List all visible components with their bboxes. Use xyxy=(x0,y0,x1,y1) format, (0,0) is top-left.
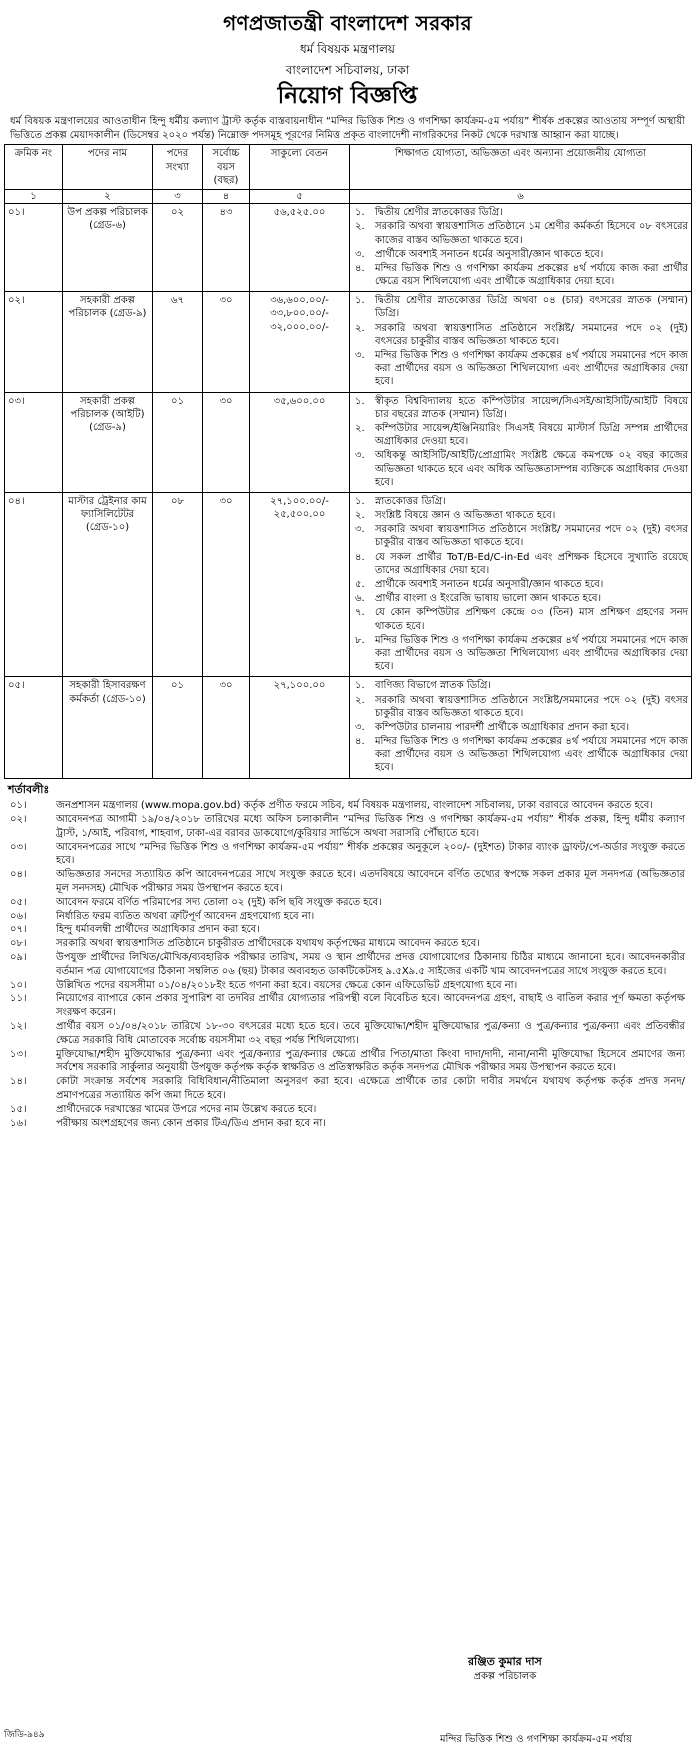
qualification-item xyxy=(353,634,688,674)
post-count-cell: ৬৭ xyxy=(153,292,203,392)
condition-text: জনপ্রশাসন মন্ত্রণালয় (www.mopa.gov.bd) কর্তৃক প্রণীত ফরমে সচিব, ধর্ম বিষয়ক মন্ত্রণালয়, বাংলাদেশ সচিবালয়, ঢাকা বরাবরে আবেদন করতে হবে। xyxy=(56,800,653,812)
qualification-item xyxy=(353,694,688,720)
ministry-name: ধর্ম বিষয়ক মন্ত্রণালয় xyxy=(300,42,395,57)
condition-number: ১৬। xyxy=(10,1117,27,1129)
qualification-number: ২. xyxy=(355,694,365,706)
condition-number: ০৪। xyxy=(10,869,27,881)
qualification-text: বাণিজ্য বিভাগে স্নাতক ডিগ্রি। xyxy=(375,680,491,692)
qualifications-cell xyxy=(350,292,692,392)
condition-text: পরীক্ষায় অংশগ্রহণের জন্য কোন প্রকার টিএ/ডিএ প্রদান করা হবে না। xyxy=(56,1117,326,1129)
qualification-item xyxy=(353,322,688,348)
qualification-number: ৬. xyxy=(355,593,365,605)
qualification-item xyxy=(353,578,688,591)
post-count-cell: ০৮ xyxy=(153,492,203,676)
condition-number: ০৬। xyxy=(10,910,27,922)
qualification-number: ১. xyxy=(355,207,365,219)
table-header-row xyxy=(5,145,692,190)
condition-number: ০১। xyxy=(10,800,27,812)
post-name-cell: উপ প্রকল্প পরিচালক (গ্রেড-৬) xyxy=(63,204,153,292)
column-number: ২ xyxy=(63,189,153,203)
header-serial: ক্রমিক নং xyxy=(5,145,63,190)
column-number: ৫ xyxy=(250,189,350,203)
qualification-text: যে কোন কম্পিউটার প্রশিক্ষণ কেন্দ্রে ০৩ (তিন) মাস প্রশিক্ষণ গ্রহণের সনদ থাকতে হবে। xyxy=(375,607,688,632)
qualifications-cell xyxy=(350,392,692,492)
qualification-text: প্রার্থীর বাংলা ও ইংরেজি ভাষায় ভালো জ্ঞান থাকতে হবে। xyxy=(375,593,602,605)
qualification-item xyxy=(353,509,688,522)
signature-block xyxy=(468,1655,542,1683)
qualification-item xyxy=(353,395,688,421)
column-number: ১ xyxy=(5,189,63,203)
notice-title: নিয়োগ বিজ্ঞপ্তি xyxy=(277,83,418,110)
notice-header xyxy=(4,0,691,111)
qualification-text: স্নাতকোত্তর ডিগ্রি। xyxy=(375,495,446,507)
salary-cell: ২৭,১০০.০০ xyxy=(250,677,350,778)
post-name-cell: মাস্টার ট্রেইনার কাম ফ্যাসিলিটেটর (গ্রেড-১০) xyxy=(63,492,153,676)
qualification-item xyxy=(353,220,688,246)
conditions-title: শর্তাবলীঃ xyxy=(8,782,50,796)
qualifications-list xyxy=(353,495,688,673)
qualification-number: ৪. xyxy=(355,551,365,563)
qualification-item xyxy=(353,449,688,489)
qualification-item xyxy=(353,679,688,692)
condition-text: নিয়োগের ব্যাপারে কোন প্রকার সুপারিশ বা তদবির প্রার্থীর যোগ্যতার পরিপন্থী বলে বিবেচিত হবে। আবেদনপত্র গ্রহণ, বাছাই ও বাতিল করার পূর্ণ ক্ষমতা কর্তৃপক্ষ সংরক্ষণ করেন। xyxy=(56,993,685,1019)
condition-number: ১১। xyxy=(10,993,27,1005)
government-title: গণপ্রজাতন্ত্রী বাংলাদেশ সরকার xyxy=(223,11,472,35)
qualification-text: অধিকন্তু আইসিটি/আইটি/প্রোগ্রামিং সংশ্লিষ্ট ক্ষেত্রে কমপক্ষে ০২ বছর কাজের অভিজ্ঞতা থাকতে হবে এবং অধিক অভিজ্ঞতাসম্পন্ন ব্যক্তিকে অগ্রাধিকার দেওয়া হবে। xyxy=(375,450,688,488)
serial-cell: ০৩। xyxy=(5,392,63,492)
qualification-item xyxy=(353,721,688,734)
qualification-text: মন্দির ভিত্তিক শিশু ও গণশিক্ষা কার্যক্রম প্রকল্পের ৪র্থ পর্যায়ে সমমানের পদে কাজ করা প্রার্থীদের বয়স ও অভিজ্ঞতা শিথিলযোগ্য এবং প্রার্থীকে অগ্রাধিকার দেয়া হবে। xyxy=(375,736,688,774)
salary-cell: ২৭,১০০.০০/- ২৫,৫০০.০০ xyxy=(250,492,350,676)
signatory-organization: মন্দির ভিত্তিক শিশু ও গণশিক্ষা কার্যক্রম-৫ম পর্যায় xyxy=(440,1734,633,1745)
condition-number: ০৫। xyxy=(10,896,27,908)
condition-number: ১৫। xyxy=(10,1103,27,1115)
column-number: ৩ xyxy=(153,189,203,203)
condition-number: ০৮। xyxy=(10,938,27,950)
qualifications-cell xyxy=(350,677,692,778)
qualification-item xyxy=(353,248,688,261)
condition-item xyxy=(4,841,691,869)
post-count-cell: ০২ xyxy=(153,204,203,292)
condition-number: ১০। xyxy=(10,979,27,991)
qualification-text: সরকারি অথবা স্বায়ত্তশাসিত প্রতিষ্ঠানে সংশ্লিষ্ট/ সমমানের পদে ০২ (দুই) বৎসরের চাকুরীর বাস্তব অভিজ্ঞতা থাকতে হবে। xyxy=(375,322,688,347)
condition-item xyxy=(4,951,691,979)
condition-item xyxy=(4,868,691,896)
post-name-cell: সহকারী প্রকল্প পরিচালক (আইটি) (গ্রেড-৯) xyxy=(63,392,153,492)
condition-text: আবেদন ফরমে বর্ণিত পরিমাপের সদ্য তোলা ০২ (দুই) কপি ছবি সংযুক্ত করতে হবে। xyxy=(56,896,382,908)
qualification-text: মন্দির ভিত্তিক শিশু ও গণশিক্ষা কার্যক্রম প্রকল্পের ৪র্থ পর্যায়ে সমমানের পদে কাজ করা প্রার্থীদের বয়স ও অভিজ্ঞতা শিথিলযোগ্য এবং প্রার্থীদের অগ্রাধিকার দেয়া হবে। xyxy=(375,350,688,388)
condition-text: প্রার্থীর বয়স ০১/০৪/২০১৮ তারিখে ১৮-৩০ বৎসরের মধ্যে হতে হবে। তবে মুক্তিযোদ্ধা/শহীদ মুক্তিযোদ্ধার পুত্র/কন্যা ও পুত্র/কন্যার পুত্র/কন্যা এবং প্রতিবন্ধীর ক্ষেত্রে সরকারি বিধি মোতাবেক সর্বোচ্চ বয়সসীমা ৩২ বছর পর্যন্ত শিথিলযোগ্য। xyxy=(56,1020,685,1046)
serial-cell: ০৫। xyxy=(5,677,63,778)
condition-text: উপযুক্ত প্রার্থীদের লিখিত/মৌখিক/ব্যবহারিক পরীক্ষার তারিখ, সময় ও স্থান প্রার্থীদের প্রদত্ত যোগাযোগের ঠিকানায় চিঠির মাধ্যমে জানানো হবে। আবেদনকারীর বর্তমান পত্র যোগাযোগের ঠিকানা সম্বলিত ০৬ (ছয়) টাকার অব্যবহৃত ডাকটিকেটসহ ৯.৫X৯.৫ সাইজের একটি খাম আবেদনপত্রের সাথে সংযুক্ত করতে হবে। xyxy=(56,951,685,977)
qualification-item xyxy=(353,523,688,549)
qualification-number: ৪. xyxy=(355,262,365,274)
qualification-number: ১. xyxy=(355,295,365,307)
qualification-number: ৫. xyxy=(355,579,365,591)
qualifications-cell xyxy=(350,492,692,676)
qualification-text: স্বীকৃত বিশ্ববিদ্যালয় হতে কম্পিউটার সায়েন্স/সিএসই/আইসিটি/আইটি বিষয়ে চার বছরের স্নাতক (সম্মান) ডিগ্রি। xyxy=(375,395,688,420)
qualification-text: প্রার্থীকে অবশ্যই সনাতন ধর্মের অনুসারী/জ্ঞান থাকতে হবে। xyxy=(375,248,604,260)
qualification-text: কম্পিউটার সায়েন্স/ইঞ্জিনিয়ারিং সিএসই বিষয়ে মাস্টার্স ডিগ্রি সম্পন্ন প্রার্থীদের অগ্রাধিকার দেওয়া হবে। xyxy=(375,422,688,448)
signatory-designation: প্রকল্প পরিচালক xyxy=(473,1670,537,1682)
column-number: ৪ xyxy=(203,189,250,203)
qualification-item xyxy=(353,422,688,448)
condition-text: মুক্তিযোদ্ধা/শহীদ মুক্তিযোদ্ধার পুত্র/কন্যা এবং পুত্র/কন্যার পুত্র/কন্যার ক্ষেত্রে প্রার্থীর পিতা/মাতা কিংবা দাদা/দাদী, নানা/নানী মুক্তিযোদ্ধা হিসেবে প্রমাণের জন্য সর্বশেষ সরকারি সার্কুলার অনুযায়ী উপযুক্ত কর্তৃপক্ষ কর্তৃক স্বাক্ষরিত ও প্রতিস্বাক্ষরিত কর্তৃক সনদপত্র মৌখিক পরীক্ষার সময় উপস্থাপন করতে হবে। xyxy=(56,1048,685,1074)
qualification-text: মন্দির ভিত্তিক শিশু ও গণশিক্ষা কার্যক্রম প্রকল্পের ৪র্থ পর্যায়ে কাজ করা প্রার্থীর ক্ষেত্রে বয়স শিথিলযোগ্য এবং প্রার্থীকে অগ্রাধিকার দেয়া হবে। xyxy=(375,262,688,288)
qualification-number: ১. xyxy=(355,680,365,692)
qualification-number: ২. xyxy=(355,322,365,334)
qualification-number: ৩. xyxy=(355,350,365,362)
condition-text: হিন্দু ধর্মাবলম্বী প্রার্থীদের অগ্রাধিকার প্রদান করা হবে। xyxy=(56,924,260,936)
qualification-text: কম্পিউটার চালনায় পারদর্শী প্রার্থীকে অগ্রাধিকার প্রদান করা হবে। xyxy=(375,721,630,733)
condition-number: ০৭। xyxy=(10,924,27,936)
condition-item xyxy=(4,813,691,841)
condition-item xyxy=(4,1048,691,1076)
max-age-cell: ৩০ xyxy=(203,392,250,492)
header-post-count: পদের সংখ্যা xyxy=(153,145,203,190)
ministry-address: বাংলাদেশ সচিবালয়, ঢাকা xyxy=(285,63,410,78)
condition-text: অভিজ্ঞতার সনদের সত্যায়িত কপি আবেদনপত্রের সাথে সংযুক্ত করতে হবে। এতদবিষয়ে আবেদনে বর্ণিত তথ্যের স্বপক্ষে সকল প্রকার মূল সনদপত্র (অভিজ্ঞতার মূল সনদসহ) মৌখিক পরীক্ষার সময় উপস্থাপন করতে হবে। xyxy=(56,869,685,894)
posts-table-body xyxy=(5,204,692,779)
condition-number: ০৯। xyxy=(10,951,27,963)
condition-number: ১৩। xyxy=(10,1048,27,1060)
qualification-item xyxy=(353,551,688,577)
post-name-cell: সহকারী প্রকল্প পরিচালক (গ্রেড-৯) xyxy=(63,292,153,392)
max-age-cell: ৩০ xyxy=(203,492,250,676)
qualification-text: সরকারি অথবা স্বায়ত্তশাসিত প্রতিষ্ঠানে সংশ্লিষ্ট/সমমানের পদে ০২ (দুই) বৎসর চাকুরীর বাস্তব অভিজ্ঞতা থাকতে হবে। xyxy=(375,694,688,719)
salary-cell: ৫৬,৫২৫.০০ xyxy=(250,204,350,292)
post-count-cell: ০১ xyxy=(153,677,203,778)
qualification-text: যে সকল প্রার্থীর ToT/B-Ed/C-in-Ed এবং প্রশিক্ষক হিসেবে সুখ্যাতি রয়েছে তাদের অগ্রাধিকার দেয়া হবে। xyxy=(375,551,688,576)
table-row xyxy=(5,677,692,778)
header-salary: সাকুল্যে বেতন xyxy=(250,145,350,190)
condition-number: ১৪। xyxy=(10,1076,27,1088)
qualification-number: ২. xyxy=(355,422,365,434)
condition-item xyxy=(4,910,691,924)
serial-cell: ০২। xyxy=(5,292,63,392)
condition-text: সরকারি অথবা স্বায়ত্তশাসিত প্রতিষ্ঠানে চাকুরীরত প্রার্থীদেরকে যথাযথ কর্তৃপক্ষের মাধ্যমে আবেদন করতে হবে। xyxy=(56,938,480,950)
table-row xyxy=(5,392,692,492)
qualification-item xyxy=(353,606,688,632)
qualification-item xyxy=(353,735,688,775)
header-qualifications: শিক্ষাগত যোগ্যতা, অভিজ্ঞতা এবং অন্যান্য প্রয়োজনীয় যোগ্যতা xyxy=(350,145,692,190)
qualification-text: দ্বিতীয় শ্রেণীর স্নাতকোত্তর ডিগ্রি অথবা ০৪ (চার) বৎসরের স্নাতক (সম্মান) ডিগ্রি। xyxy=(375,295,688,320)
qualification-item xyxy=(353,495,688,508)
qualification-number: ৩. xyxy=(355,524,365,536)
qualification-number: ১. xyxy=(355,395,365,407)
table-row xyxy=(5,204,692,292)
condition-item xyxy=(4,1020,691,1048)
qualifications-cell xyxy=(350,204,692,292)
condition-text: কোটা সংক্রান্ত সর্বশেষ সরকারি বিধিবিধান/নীতিমালা অনুসরণ করা হবে। এক্ষেত্রে প্রার্থীকে তার কোটা দাবীর সমর্থনে যথাযথ কর্তৃপক্ষ কর্তৃক প্রদত্ত সনদ/প্রমাণপত্রের সত্যায়িত কপি জমা দিতে হবে। xyxy=(56,1076,685,1101)
column-number: ৬ xyxy=(350,189,692,203)
qualifications-list xyxy=(353,679,688,774)
qualification-text: প্রার্থীকে অবশ্যই সনাতন ধর্মের অনুসারী/জ্ঞান থাকতে হবে। xyxy=(375,579,604,591)
intro-paragraph: ধর্ম বিষয়ক মন্ত্রণালয়ের আওতাধীন হিন্দু ধর্মীয় কল্যাণ ট্রাস্ট কর্তৃক বাস্তবায়নাধীন “মন্দির ভিত্তিক শিশু ও গণশিক্ষা কার্যক্রম-৫ম পর্যায়” শীর্ষক প্রকল্পের আওতায় সম্পূর্ণ অস্থায়ী ভিত্তিতে প্রকল্প মেয়াদকালীন (ডিসেম্বর ২০২০ পর্যন্ত) নিম্নোক্ত পদসমূহ পূরণের নিমিত্ত প্রকৃত বাংলাদেশী নাগরিকদের নিকট থেকে দরখাস্ত আহ্বান করা যাচ্ছে। xyxy=(10,116,685,141)
column-number-row xyxy=(5,189,692,203)
condition-item xyxy=(4,937,691,951)
notice-code: জিডি-৯৪৯ xyxy=(4,1730,45,1740)
condition-item xyxy=(4,1103,691,1117)
qualifications-list xyxy=(353,294,688,388)
qualification-item xyxy=(353,262,688,288)
qualification-text: মন্দির ভিত্তিক শিশু ও গণশিক্ষা কার্যক্রম প্রকল্পের ৪র্থ পর্যায়ে সমমানের পদে কাজ করা প্রার্থীদের বয়স ও অভিজ্ঞতা শিথিলযোগ্য এবং প্রার্থীদের অগ্রাধিকার দেয়া হবে। xyxy=(375,634,688,673)
condition-text: প্রার্থীদেরকে দরখাস্তের খামের উপরে পদের নাম উল্লেখ করতে হবে। xyxy=(56,1103,317,1115)
condition-text: আবেদনপত্রের সাথে “মন্দির ভিত্তিক শিশু ও গণশিক্ষা কার্যক্রম-৫ম পর্যায়” শীর্ষক প্রকল্পের অনুকূলে ২০০/- (দুইশত) টাকার ব্যাংক ড্রাফট/পে-অর্ডার সংযুক্ত করতে হবে। xyxy=(56,841,685,867)
condition-number: ০২। xyxy=(10,813,27,825)
qualification-item xyxy=(353,206,688,219)
posts-table xyxy=(4,144,692,778)
condition-item xyxy=(4,992,691,1020)
serial-cell: ০৪। xyxy=(5,492,63,676)
post-name-cell: সহকারী হিসাবরক্ষণ কর্মকর্তা (গ্রেড-১০) xyxy=(63,677,153,778)
post-count-cell: ০১ xyxy=(153,392,203,492)
qualification-number: ২. xyxy=(355,510,365,522)
header-max-age: সর্বোচ্চ বয়স (বছর) xyxy=(203,145,250,190)
qualification-text: সরকারি অথবা স্বায়ত্তশাসিত প্রতিষ্ঠানে সংশ্লিষ্ট/ সমমানের পদে ০২ (দুই) বৎসর চাকুরীর বাস্তব অভিজ্ঞতা থাকতে হবে। xyxy=(375,524,688,549)
qualifications-list xyxy=(353,395,688,489)
qualification-text: সংশ্লিষ্ট বিষয়ে জ্ঞান ও অভিজ্ঞতা থাকতে হবে। xyxy=(375,510,556,522)
qualification-number: ৩. xyxy=(355,450,365,462)
condition-text: উল্লিখিত পদের বয়সসীমা ০১/০৪/২০১৮ইং হতে গণনা করা হবে। বয়সের ক্ষেত্রে কোন এফিডেভিট গ্রহণযোগ্য হবে না। xyxy=(56,979,518,991)
qualification-text: দ্বিতীয় শ্রেণীর স্নাতকোত্তর ডিগ্রি। xyxy=(375,207,503,219)
conditions-list xyxy=(4,799,691,1130)
qualification-number: ২. xyxy=(355,221,365,233)
max-age-cell: ৩০ xyxy=(203,292,250,392)
qualification-item xyxy=(353,294,688,320)
qualification-number: ১. xyxy=(355,495,365,507)
condition-item xyxy=(4,799,691,813)
qualifications-list xyxy=(353,206,688,288)
max-age-cell: ৩০ xyxy=(203,677,250,778)
max-age-cell: ৪৩ xyxy=(203,204,250,292)
header-post-name: পদের নাম xyxy=(63,145,153,190)
condition-number: ১২। xyxy=(10,1020,27,1032)
serial-cell: ০১। xyxy=(5,204,63,292)
salary-cell: ৩৬,৬০০.০০/- ৩৩,৮০০.০০/- ৩২,০০০.০০/- xyxy=(250,292,350,392)
signatory-name: রঞ্জিত কুমার দাস xyxy=(468,1655,542,1668)
condition-item xyxy=(4,1117,691,1131)
qualification-text: সরকারি অথবা স্বায়ত্তশাসিত প্রতিষ্ঠানে ১ম শ্রেণীর কর্মকর্তা হিসেবে ০৮ বৎসরের কাজের বাস্তব অভিজ্ঞতা থাকতে হবে। xyxy=(375,221,688,246)
condition-number: ০৩। xyxy=(10,841,27,853)
condition-item xyxy=(4,979,691,993)
table-row xyxy=(5,292,692,392)
qualification-number: ৪. xyxy=(355,736,365,748)
condition-item xyxy=(4,1075,691,1103)
qualification-item xyxy=(353,592,688,605)
condition-item xyxy=(4,896,691,910)
qualification-number: ৩. xyxy=(355,248,365,260)
table-row xyxy=(5,492,692,676)
qualification-number: ৮. xyxy=(355,634,365,646)
salary-cell: ৩৫,৬০০.০০ xyxy=(250,392,350,492)
condition-item xyxy=(4,923,691,937)
condition-text: আবেদনপত্র আগামী ১৯/০৪/২০১৮ তারিখের মধ্যে অফিস চলাকালীন “মন্দির ভিত্তিক শিশু ও গণশিক্ষা কার্যক্রম-৫ম পর্যায়” শীর্ষক প্রকল্প, হিন্দু ধর্মীয় কল্যাণ ট্রাস্ট, ১/আই, পরিবাগ, শাহবাগ, ঢাকা-এর বরাবর ডাকযোগে/কুরিয়ার সার্ভিসে অথবা সরাসরি পৌঁছাতে হবে। xyxy=(56,813,685,839)
qualification-item xyxy=(353,349,688,389)
qualification-number: ৭. xyxy=(355,607,365,619)
qualification-number: ৩. xyxy=(355,721,365,733)
condition-text: নির্ধারিত ফরম ব্যতিত অথবা ত্রুটিপূর্ণ আবেদন গ্রহণযোগ্য হবে না। xyxy=(56,910,315,922)
